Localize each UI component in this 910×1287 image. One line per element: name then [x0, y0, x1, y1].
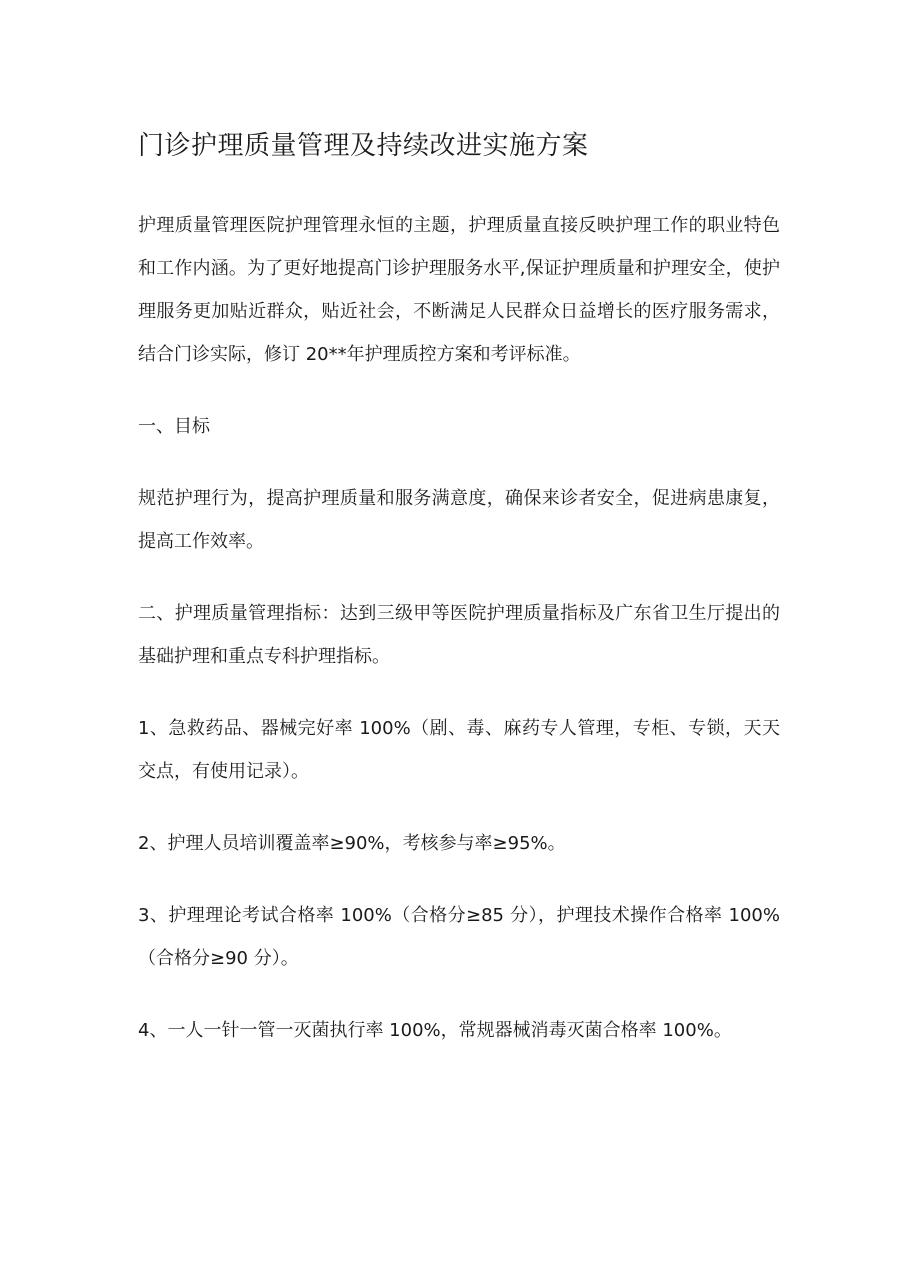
section-heading-goal: 一、目标 [138, 416, 210, 437]
intro-paragraph: 护理质量管理医院护理管理永恒的主题，护理质量直接反映护理工作的职业特色和工作内涵。为了更好地提高门诊护理服务水平,保证护理质量和护理安全，使护理服务更加贴近群众，贴近社会，不断满足人民群众日益增长的医疗服务需求，结合门诊实际，修订 20**年护理质控方案和考评标准。 [138, 215, 780, 365]
indicator-item-1: 1、急救药品、器械完好率 100%（剧、毒、麻药专人管理，专柜、专锁，天天交点，有使用记录）。 [138, 718, 780, 782]
goal-paragraph: 规范护理行为，提高护理质量和服务满意度，确保来诊者安全，促进病患康复，提高工作效率。 [138, 488, 780, 552]
section-heading-indicators: 二、护理质量管理指标：达到三级甲等医院护理质量指标及广东省卫生厅提出的基础护理和重点专科护理指标。 [138, 603, 780, 667]
document-title: 门诊护理质量管理及持续改进实施方案 [138, 131, 589, 161]
indicator-item-2: 2、护理人员培训覆盖率≥90%，考核参与率≥95%。 [138, 833, 566, 854]
indicator-item-3: 3、护理理论考试合格率 100%（合格分≥85 分），护理技术操作合格率 100%（合格分≥90 分）。 [138, 905, 780, 969]
indicator-item-4: 4、一人一针一管一灭菌执行率 100%，常规器械消毒灭菌合格率 100%。 [138, 1020, 732, 1041]
